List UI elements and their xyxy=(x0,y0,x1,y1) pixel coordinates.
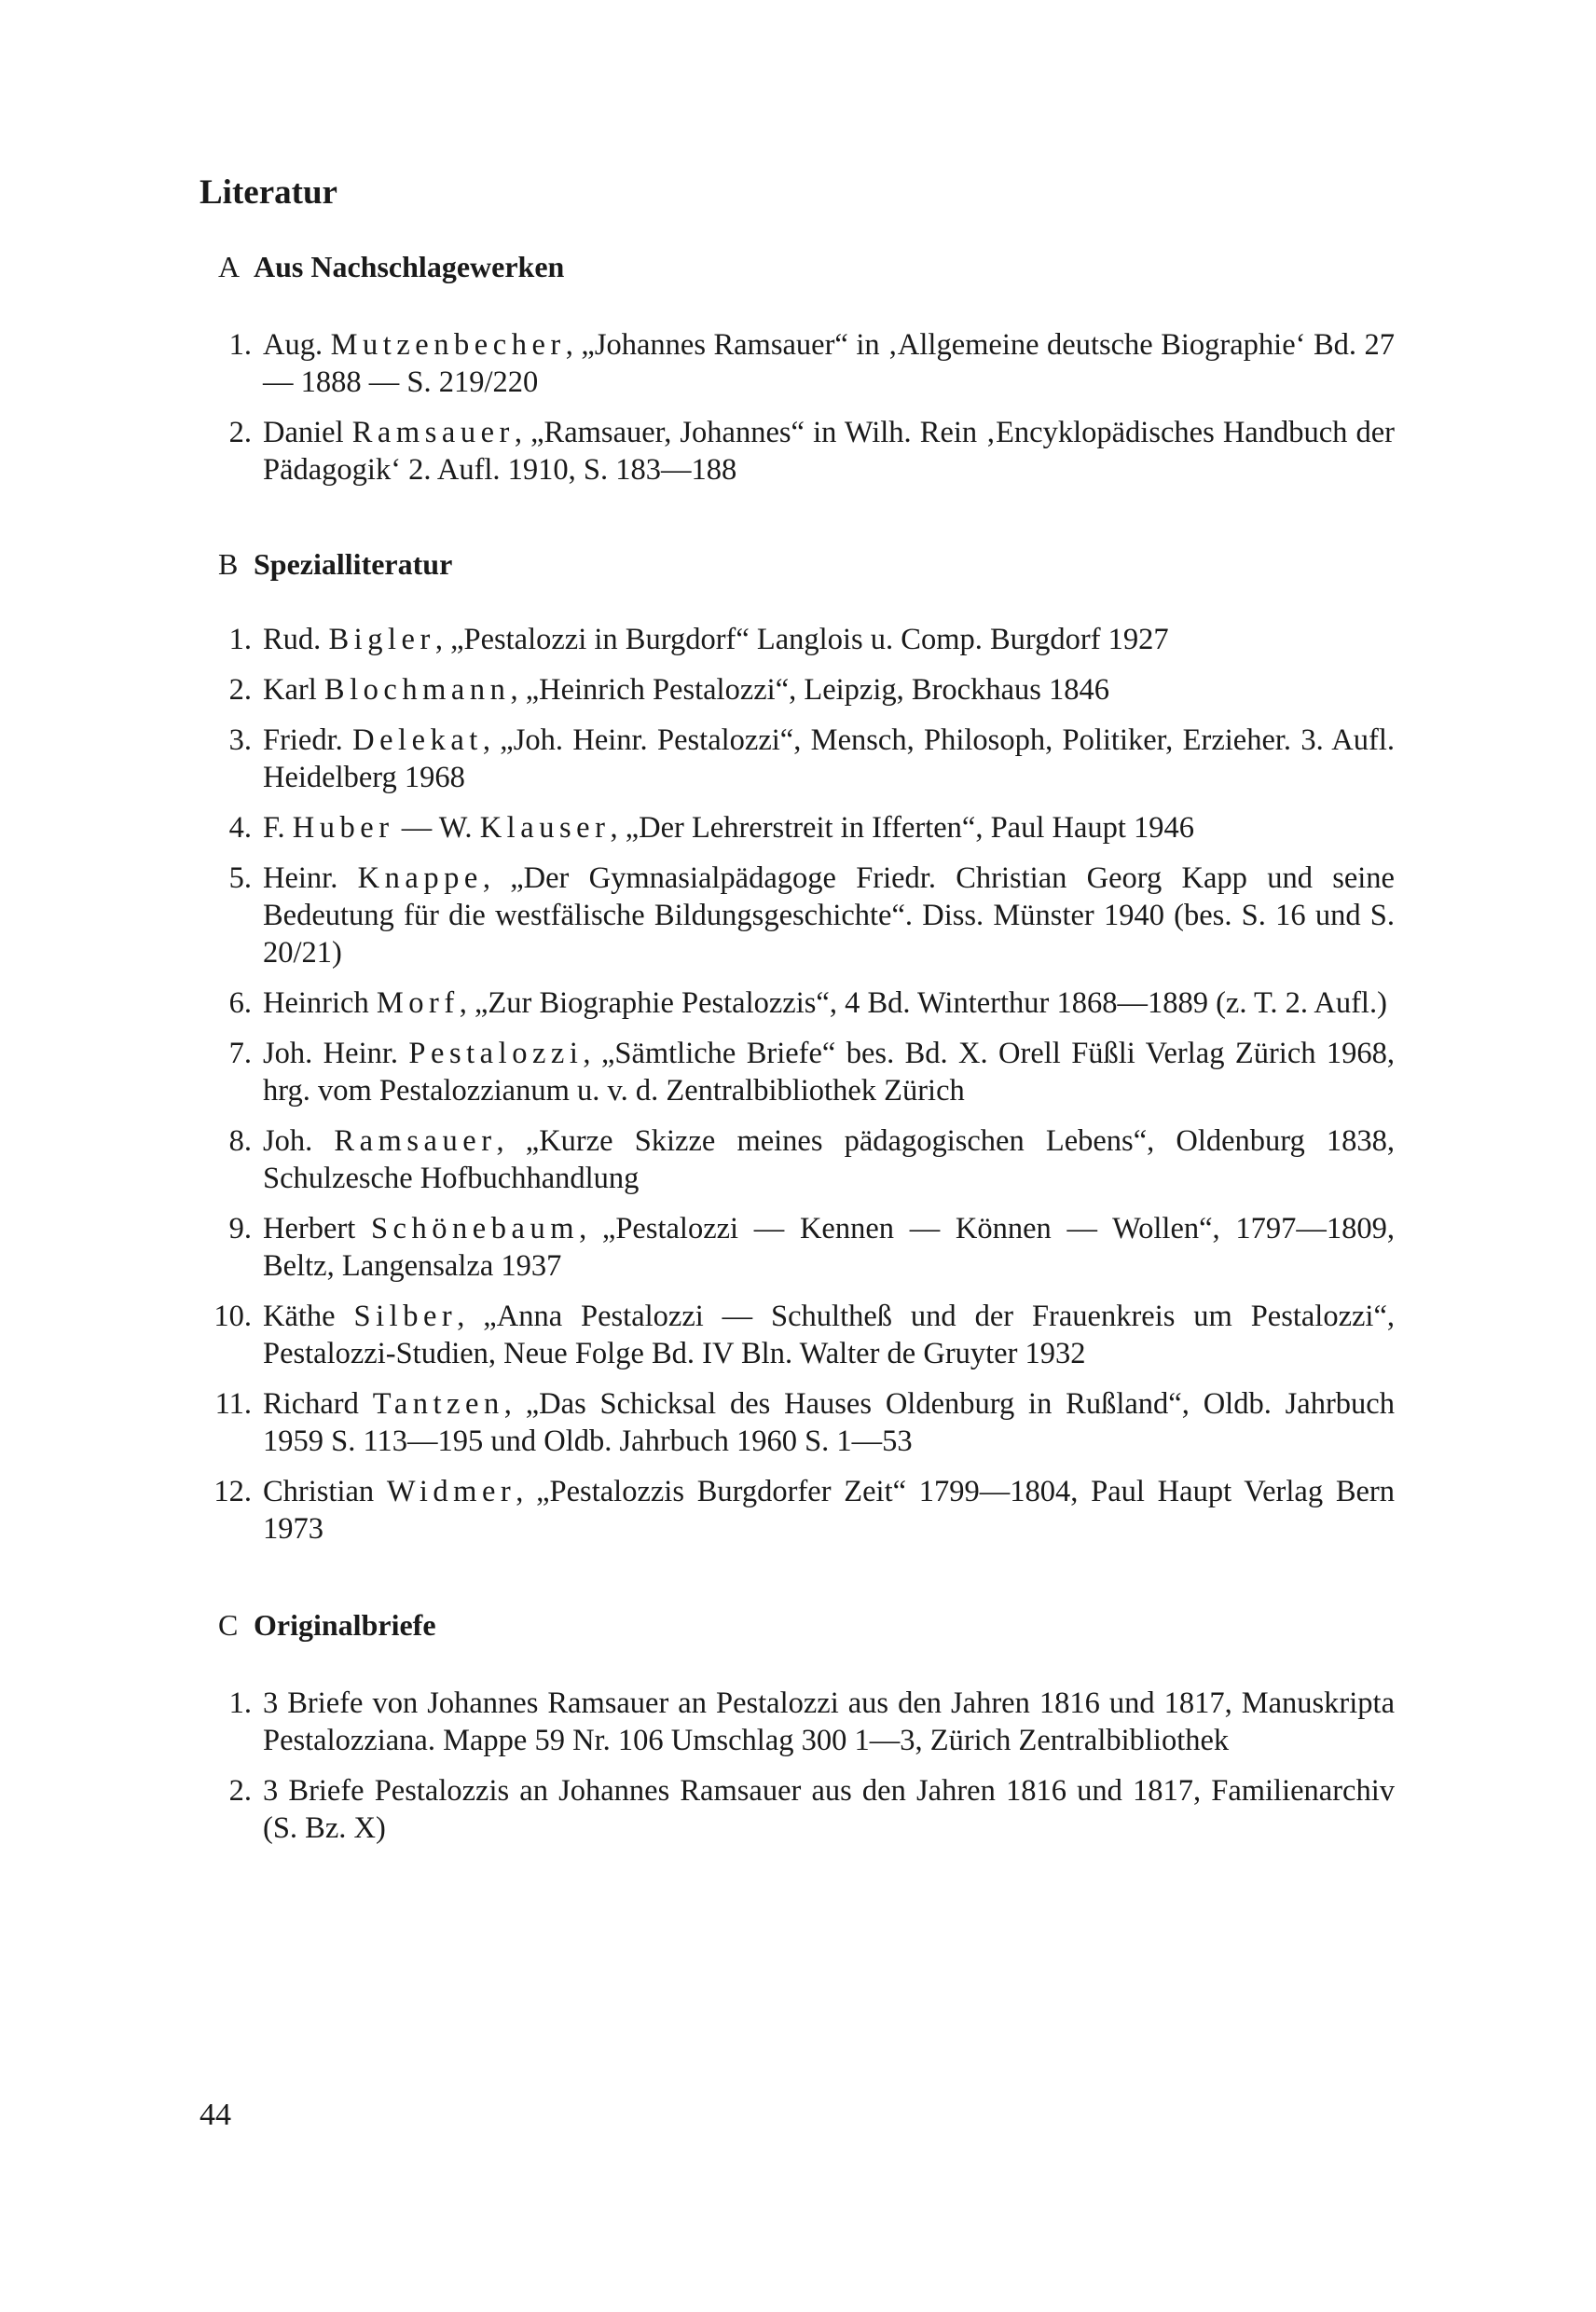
entry-number: 1. xyxy=(228,327,252,362)
section-heading xyxy=(218,1607,1395,1643)
entry-author: Widmer xyxy=(386,1475,516,1509)
entry-author: Schönebaum xyxy=(370,1212,580,1246)
entry-rest: , „Sämtliche Briefe“ bes. Bd. X. Orell Füßli Verlag Zürich 1968, hrg. vom Pestalozzianum u. v. d. Zentralbibliothek Zürich xyxy=(263,1037,1396,1108)
entry-connector: — W. xyxy=(393,811,480,846)
bibliography-entry xyxy=(200,809,1395,846)
entry-rest: , „Heinrich Pestalozzi“, Leipzig, Brockhaus 1846 xyxy=(510,673,1110,708)
entry-prefix: Daniel xyxy=(263,415,352,449)
entry-text xyxy=(263,621,1395,658)
entry-author: Pestalozzi xyxy=(408,1037,584,1071)
entry-author: Huber xyxy=(292,811,394,846)
entry-prefix: Aug. xyxy=(263,327,331,362)
bibliography-entry xyxy=(200,1685,1395,1759)
page-title: Literatur xyxy=(200,173,337,212)
entry-prefix: Richard xyxy=(263,1387,373,1422)
entry-prefix: Heinr. xyxy=(263,861,358,896)
page-number: 44 xyxy=(200,2098,231,2132)
entry-number: 2. xyxy=(228,1773,252,1808)
entry-author: Knappe xyxy=(357,861,483,896)
entry-prefix: Joh. xyxy=(263,1124,335,1159)
entry-prefix: 3 Briefe Pestalozzis an Johannes Ramsauer aus den Jahren 1816 und 1817, Familienarchiv (S. Bz. X) xyxy=(263,1773,1395,1845)
entry-author: Silber xyxy=(353,1300,458,1334)
entry-number: 9. xyxy=(228,1212,252,1246)
entry-author: Klauser xyxy=(479,811,611,846)
entry-author: Bigler xyxy=(328,623,435,657)
entry-text xyxy=(263,1473,1395,1548)
entry-prefix: Karl xyxy=(263,673,324,708)
entry-rest: , „Der Lehrerstreit in Ifferten“, Paul Haupt 1946 xyxy=(610,811,1195,846)
entry-rest: , „Der Gymnasialpädagoge Friedr. Christian Georg Kapp und seine Bedeutung für die westfälische Bildungsgeschichte“. Diss. Münster 1940 (bes. S. 16 und S. 20/21) xyxy=(263,861,1395,970)
entry-author: Morf xyxy=(376,986,460,1021)
entry-number: 1. xyxy=(228,623,252,657)
bibliography-entry xyxy=(200,621,1395,658)
bibliography-entry xyxy=(200,1298,1395,1372)
entry-text xyxy=(263,722,1395,796)
section-title: Spezialliteratur xyxy=(254,546,453,581)
section-letter: C xyxy=(218,1608,239,1643)
entry-text xyxy=(263,414,1395,489)
section-a xyxy=(200,249,1395,488)
entry-text xyxy=(263,1210,1395,1285)
section-heading xyxy=(218,249,1395,284)
entry-text xyxy=(263,809,1395,846)
entry-rest: , „Anna Pestalozzi — Schultheß und der Frauenkreis um Pestalozzi“, Pestalozzi-Studien, Neue Folge Bd. IV Bln. Walter de Gruyter 1932 xyxy=(263,1300,1396,1371)
bibliography-entry xyxy=(200,860,1395,971)
entry-rest: , „Johannes Ramsauer“ in ‚Allgemeine deutsche Biographie‘ Bd. 27 — 1888 — S. 219/220 xyxy=(263,327,1395,399)
entry-rest: , „Das Schicksal des Hauses Oldenburg in Rußland“, Oldb. Jahrbuch 1959 S. 113—195 und Oldb. Jahrbuch 1960 S. 1—53 xyxy=(263,1387,1395,1459)
bibliography-entry xyxy=(200,1772,1395,1847)
entry-rest: , „Pestalozzi in Burgdorf“ Langlois u. Comp. Burgdorf 1927 xyxy=(434,623,1169,657)
entry-text xyxy=(263,860,1395,971)
entry-author: Blochmann xyxy=(323,673,511,708)
entry-text xyxy=(263,1122,1395,1197)
entry-prefix: Friedr. xyxy=(263,723,353,758)
entry-rest: , „Joh. Heinr. Pestalozzi“, Mensch, Philosoph, Politiker, Erzieher. 3. Aufl. Heidelberg 1968 xyxy=(263,723,1395,795)
bibliography-entry xyxy=(200,984,1395,1022)
entry-text xyxy=(263,671,1395,709)
entry-number: 7. xyxy=(228,1037,252,1071)
section-letter: B xyxy=(218,546,239,581)
bibliography-entry xyxy=(200,1035,1395,1109)
entry-rest: , „Zur Biographie Pestalozzis“, 4 Bd. Winterthur 1868—1889 (z. T. 2. Aufl.) xyxy=(459,986,1387,1021)
entry-text xyxy=(263,1298,1395,1372)
entry-prefix: Heinrich xyxy=(263,986,377,1021)
section-c xyxy=(200,1607,1395,1846)
section-letter: A xyxy=(218,250,241,284)
entry-number: 6. xyxy=(228,986,252,1021)
section-b xyxy=(200,546,1395,1548)
section-heading xyxy=(218,546,1395,582)
entry-text xyxy=(263,984,1395,1022)
entry-number: 2. xyxy=(228,415,252,449)
bibliography-entry xyxy=(200,326,1395,401)
section-title: Originalbriefe xyxy=(254,1608,436,1643)
bibliography-entry xyxy=(200,722,1395,796)
entry-prefix: Käthe xyxy=(263,1300,354,1334)
entry-text xyxy=(263,1685,1395,1759)
bibliography-entry xyxy=(200,1385,1395,1460)
entry-number: 5. xyxy=(228,861,252,896)
entry-number: 11. xyxy=(214,1387,252,1422)
entry-number: 12. xyxy=(213,1475,252,1509)
entry-prefix: Rud. xyxy=(263,623,329,657)
section-title: Aus Nachschlagewerken xyxy=(254,250,565,284)
entry-prefix: Joh. Heinr. xyxy=(263,1037,409,1071)
entry-number: 2. xyxy=(228,673,252,708)
entry-rest: , „Pestalozzis Burgdorfer Zeit“ 1799—1804, Paul Haupt Verlag Bern 1973 xyxy=(263,1475,1396,1547)
bibliography-entry xyxy=(200,1210,1395,1285)
entry-text xyxy=(263,326,1395,401)
bibliography-page xyxy=(200,172,1395,1860)
bibliography-entry xyxy=(200,414,1395,489)
entry-author: Delekat xyxy=(352,723,483,758)
entry-author: Tantzen xyxy=(372,1387,504,1422)
entry-prefix: Christian xyxy=(263,1475,387,1509)
entry-rest: , „Pestalozzi — Kennen — Können — Wollen“, 1797—1809, Beltz, Langensalza 1937 xyxy=(263,1212,1395,1284)
entry-text xyxy=(263,1385,1395,1460)
entry-rest: , „Ramsauer, Johannes“ in Wilh. Rein ‚Encyklopädisches Handbuch der Pädagogik‘ 2. Aufl. 1910, S. 183—188 xyxy=(263,415,1395,487)
entry-text xyxy=(263,1772,1395,1847)
entry-number: 8. xyxy=(228,1124,252,1159)
bibliography-entry xyxy=(200,1122,1395,1197)
entry-author: Mutzenbecher xyxy=(330,327,566,362)
entry-number: 4. xyxy=(228,811,252,846)
entry-number: 3. xyxy=(228,723,252,758)
entry-prefix: Herbert xyxy=(263,1212,371,1246)
entry-number: 1. xyxy=(228,1686,252,1720)
entry-text xyxy=(263,1035,1395,1109)
bibliography-entry xyxy=(200,671,1395,709)
sections-container xyxy=(200,249,1395,1846)
entry-prefix: F. xyxy=(263,811,293,846)
entry-number: 10. xyxy=(213,1300,252,1334)
entry-author: Ramsauer xyxy=(334,1124,497,1159)
entry-rest: , „Kurze Skizze meines pädagogischen Lebens“, Oldenburg 1838, Schulzesche Hofbuchhandlung xyxy=(263,1124,1395,1196)
entry-prefix: 3 Briefe von Johannes Ramsauer an Pestalozzi aus den Jahren 1816 und 1817, Manuskripta Pestalozziana. Mappe 59 Nr. 106 Umschlag 300 1—3, Zürich Zentralbibliothek xyxy=(263,1686,1395,1757)
bibliography-entry xyxy=(200,1473,1395,1548)
entry-author: Ramsauer xyxy=(351,415,515,449)
